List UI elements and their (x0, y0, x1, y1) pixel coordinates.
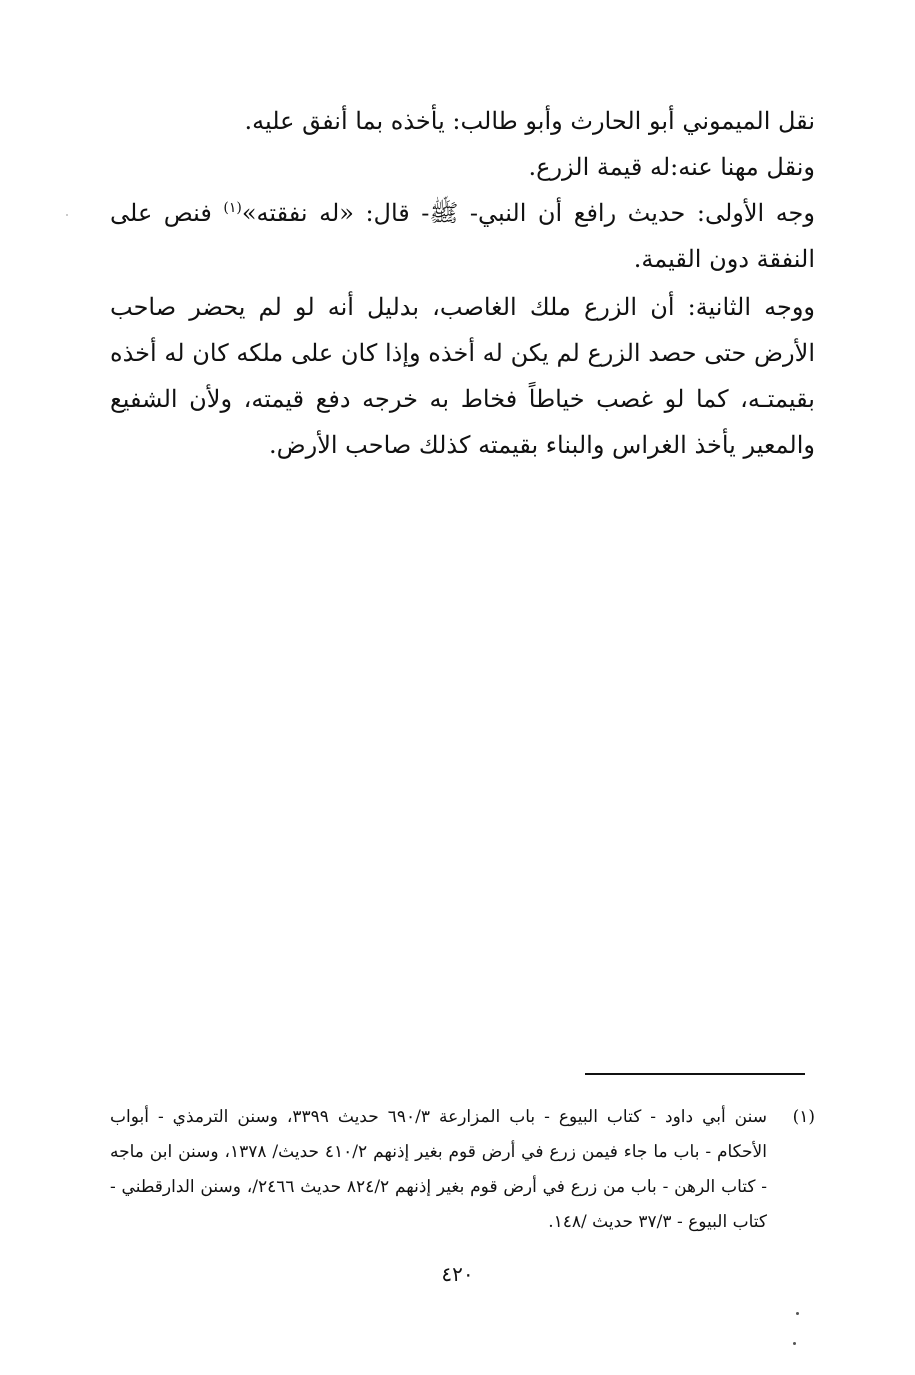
footnote-text: سنن أبي داود - كتاب البيوع - باب المزارعة ٦٩٠/٣ حديث ٣٣٩٩، وسنن الترمذي - أبواب الأحكام - باب ما جاء فيمن زرع في أرض قوم بغير إذنهم ٤١٠/٢ حديث/ ١٣٧٨، وسنن ابن ماجه - كتاب الرهن - باب من زرع في أرض قوم بغير إذنهم ٨٢٤/٢ حديث ٢٤٦٦/، وسنن الدارقطني - كتاب البيوع - ٣٧/٣ حديث /١٤٨. (110, 1107, 767, 1232)
footnote (110, 1100, 815, 1240)
paragraph-second-view: ووجه الثانية: أن الزرع ملك الغاصب، بدليل أنه لو لم يحضر صاحب الأرض حتى حصد الزرع لم يكن له أخذه وإذا كان على ملكه كان له أخذه بقيمتـه، كما لو غصب خياطاً فخاط به خرجه دفع قيمته، ولأن الشفيع والمعير يأخذ الغراس والبناء بقيمته كذلك صاحب الأرض. (110, 293, 815, 459)
paragraph-first-view (110, 190, 815, 282)
footnote-number: (١) (792, 1107, 815, 1127)
first-view-conclusion: فنص على النفقة دون القيمة. (110, 199, 815, 273)
footnote-divider (585, 1073, 805, 1075)
paragraph-maimuni: نقل الميموني أبو الحارث وأبو طالب: يأخذه بما أنفق عليه. (244, 107, 815, 135)
scan-speck (796, 1312, 799, 1315)
main-text (110, 98, 815, 468)
scan-speck (793, 1342, 796, 1345)
page-number: ٤٢٠ (441, 1262, 474, 1286)
first-view-text: وجه الأولى: حديث رافع أن النبي- ﷺ- قال: «له نفقته» (241, 199, 815, 227)
scan-speck (66, 214, 68, 216)
footnote-reference: (١) (223, 200, 242, 216)
paragraph-muhanna: ونقل مهنا عنه:له قيمة الزرع. (528, 153, 815, 181)
